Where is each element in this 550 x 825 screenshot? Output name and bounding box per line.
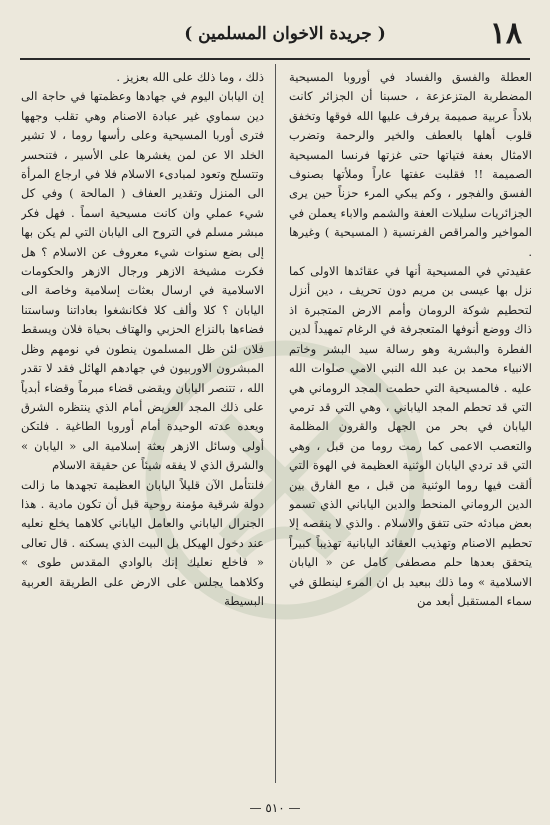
header-rule: [20, 58, 530, 60]
paragraph: فلنتأمل الآن قليلاً اليابان العظيمة تجهدها ما زالت دولة شرقية مؤمنة روحية قبل أن تكون مادية . هذا الجنرال الياباني والعامل الياباني كلاهما يخلع نعليه عند دخول الهيكل بل البيت الذي يسكنه . قال تعالى « فاخلع نعليك إنك بالوادي المقدس طوى » وكلاهما يجلس على الارض على الطريقة العربية البسيطة: [21, 477, 264, 608]
column-divider: [275, 64, 276, 783]
newspaper-title: ( جريدة الاخوان المسلمين ): [184, 24, 386, 44]
page-header: [20, 14, 530, 54]
paragraph: العطلة والفسق والفساد في أوروبا المسيحية المضطربة المتزعزعة ، حسبنا أن الجزائر كانت بلاداً عربية صميمة يرفرف عليها الله فوقها وتخفق قلوب أهلها بالعطف والخير والرحمة وتضرب الامثال بعفة فتياتها حتى غزتها فرنسا المسيحية الصميمة !! فقلبت عفتها عاراً وملأتها بصنوف الفسق والفجور ، وكم يبكي المرء حزناً حين يرى الجزائريات سليلات العفة والشمم والاباء يعملن في المواخير والمراقص الفرنسية ( المسيحية ) وغيرها .: [289, 70, 532, 259]
paragraph: عقيدتي في المسيحية أنها في عقائدها الاولى كما نزل بها عيسى بن مريم دون تحريف ، دين أنزل لتحطيم شوكة الرومان وأمم الارض المتجبرة اذ ذاك ووضع أنوفها المتعجرفة في الرغام تمهيداً لدين الفطرة والبشرية وهو رسالة سيد البشر وخاتم الانبياء محمد بن عبد الله النبي الامي صلوات الله عليه . فالمسيحية التي حطمت المجد الروماني هي التي قد تحطم المجد الياباني ، وهي التي قد ترمي اليابان في بحر من الجهل والقرون المظلمة والتعصب الاعمى كما رمت روما من قبل ، وهي التي قد تردي اليابان الوثنية العظيمة في الهوة التي ألقت فيها روما الوثنية من قبل ، مع الفارق بين الدين الروماني المنحط والدين الياباني الذي تسمو بعض مبادئه حتى تتفق والاسلام . والذي لا ينقصه إلا تحطيم الاصنام وتهذيب العقائد اليابانية تهذيباً كبيراً يتحقق بعدها حلم مصطفى كامل عن « اليابان الاسلامية » وما ذلك ببعيد بل ان المرء لينطلق في سماء المستقبل أبعد من: [289, 264, 532, 608]
paragraph: ذلك ، وما ذلك على الله بعزيز .: [116, 70, 264, 84]
paragraph: إن اليابان اليوم في جهادها وعظمتها في حاجة الى دين سماوي غير عبادة الاصنام وهي تقلب وجهها فترى أوربا المسيحية وعلى رأسها روما ، لا تشير الخلد الا عن لمن يغشرها على الأسير ، فتنحسر وتتسلح وتعود لمبادىء الاسلام فلا في ارجاع المرأة الى المنزل وتقدير العفاف ( المالحة ) وفي كل شيء عملي وان كانت مسيحية اسماً . فهل فكر مبشر مسلم في التروح الى اليابان التي لم يكن بها إلى بضع سنوات شيء معروف عن الاسلام ؟ هل فكرت مشيخة الازهر ورجال الازهر والحكومات الاسلامية في ارسال بعثات إسلامية وخاصة الى اليابان ؟ كلا وألف كلا فكانشغوا بعاداتنا وساستنا فضاءها بالنزاع الحزبي والهتاف بحياة فلان ويسقط فلان لئن ظل المسلمون ينطون في نومهم وظل المبشرون الاوربيون في جهادهم الهائل فقد لا تقدر الله ، تتنصر اليابان ويقضى قضاء مبرماً وقضاء أبدياً على ذلك المجد العريض أمام الذي ينتظره الشرق ويعده عدته الوحيدة أمام أوروبا الطاغية . فلتكن أولى وسائل الازهر بعثة إسلامية الى « اليابان » والشرق الذي لا يفقه شيئاً عن حقيقة الاسلام: [21, 89, 264, 473]
page-footer-marker: — ٥١٠ —: [249, 801, 301, 815]
article-column-left: [21, 68, 264, 788]
page-number: ١٨: [489, 16, 522, 51]
article-column-right: [289, 68, 532, 788]
